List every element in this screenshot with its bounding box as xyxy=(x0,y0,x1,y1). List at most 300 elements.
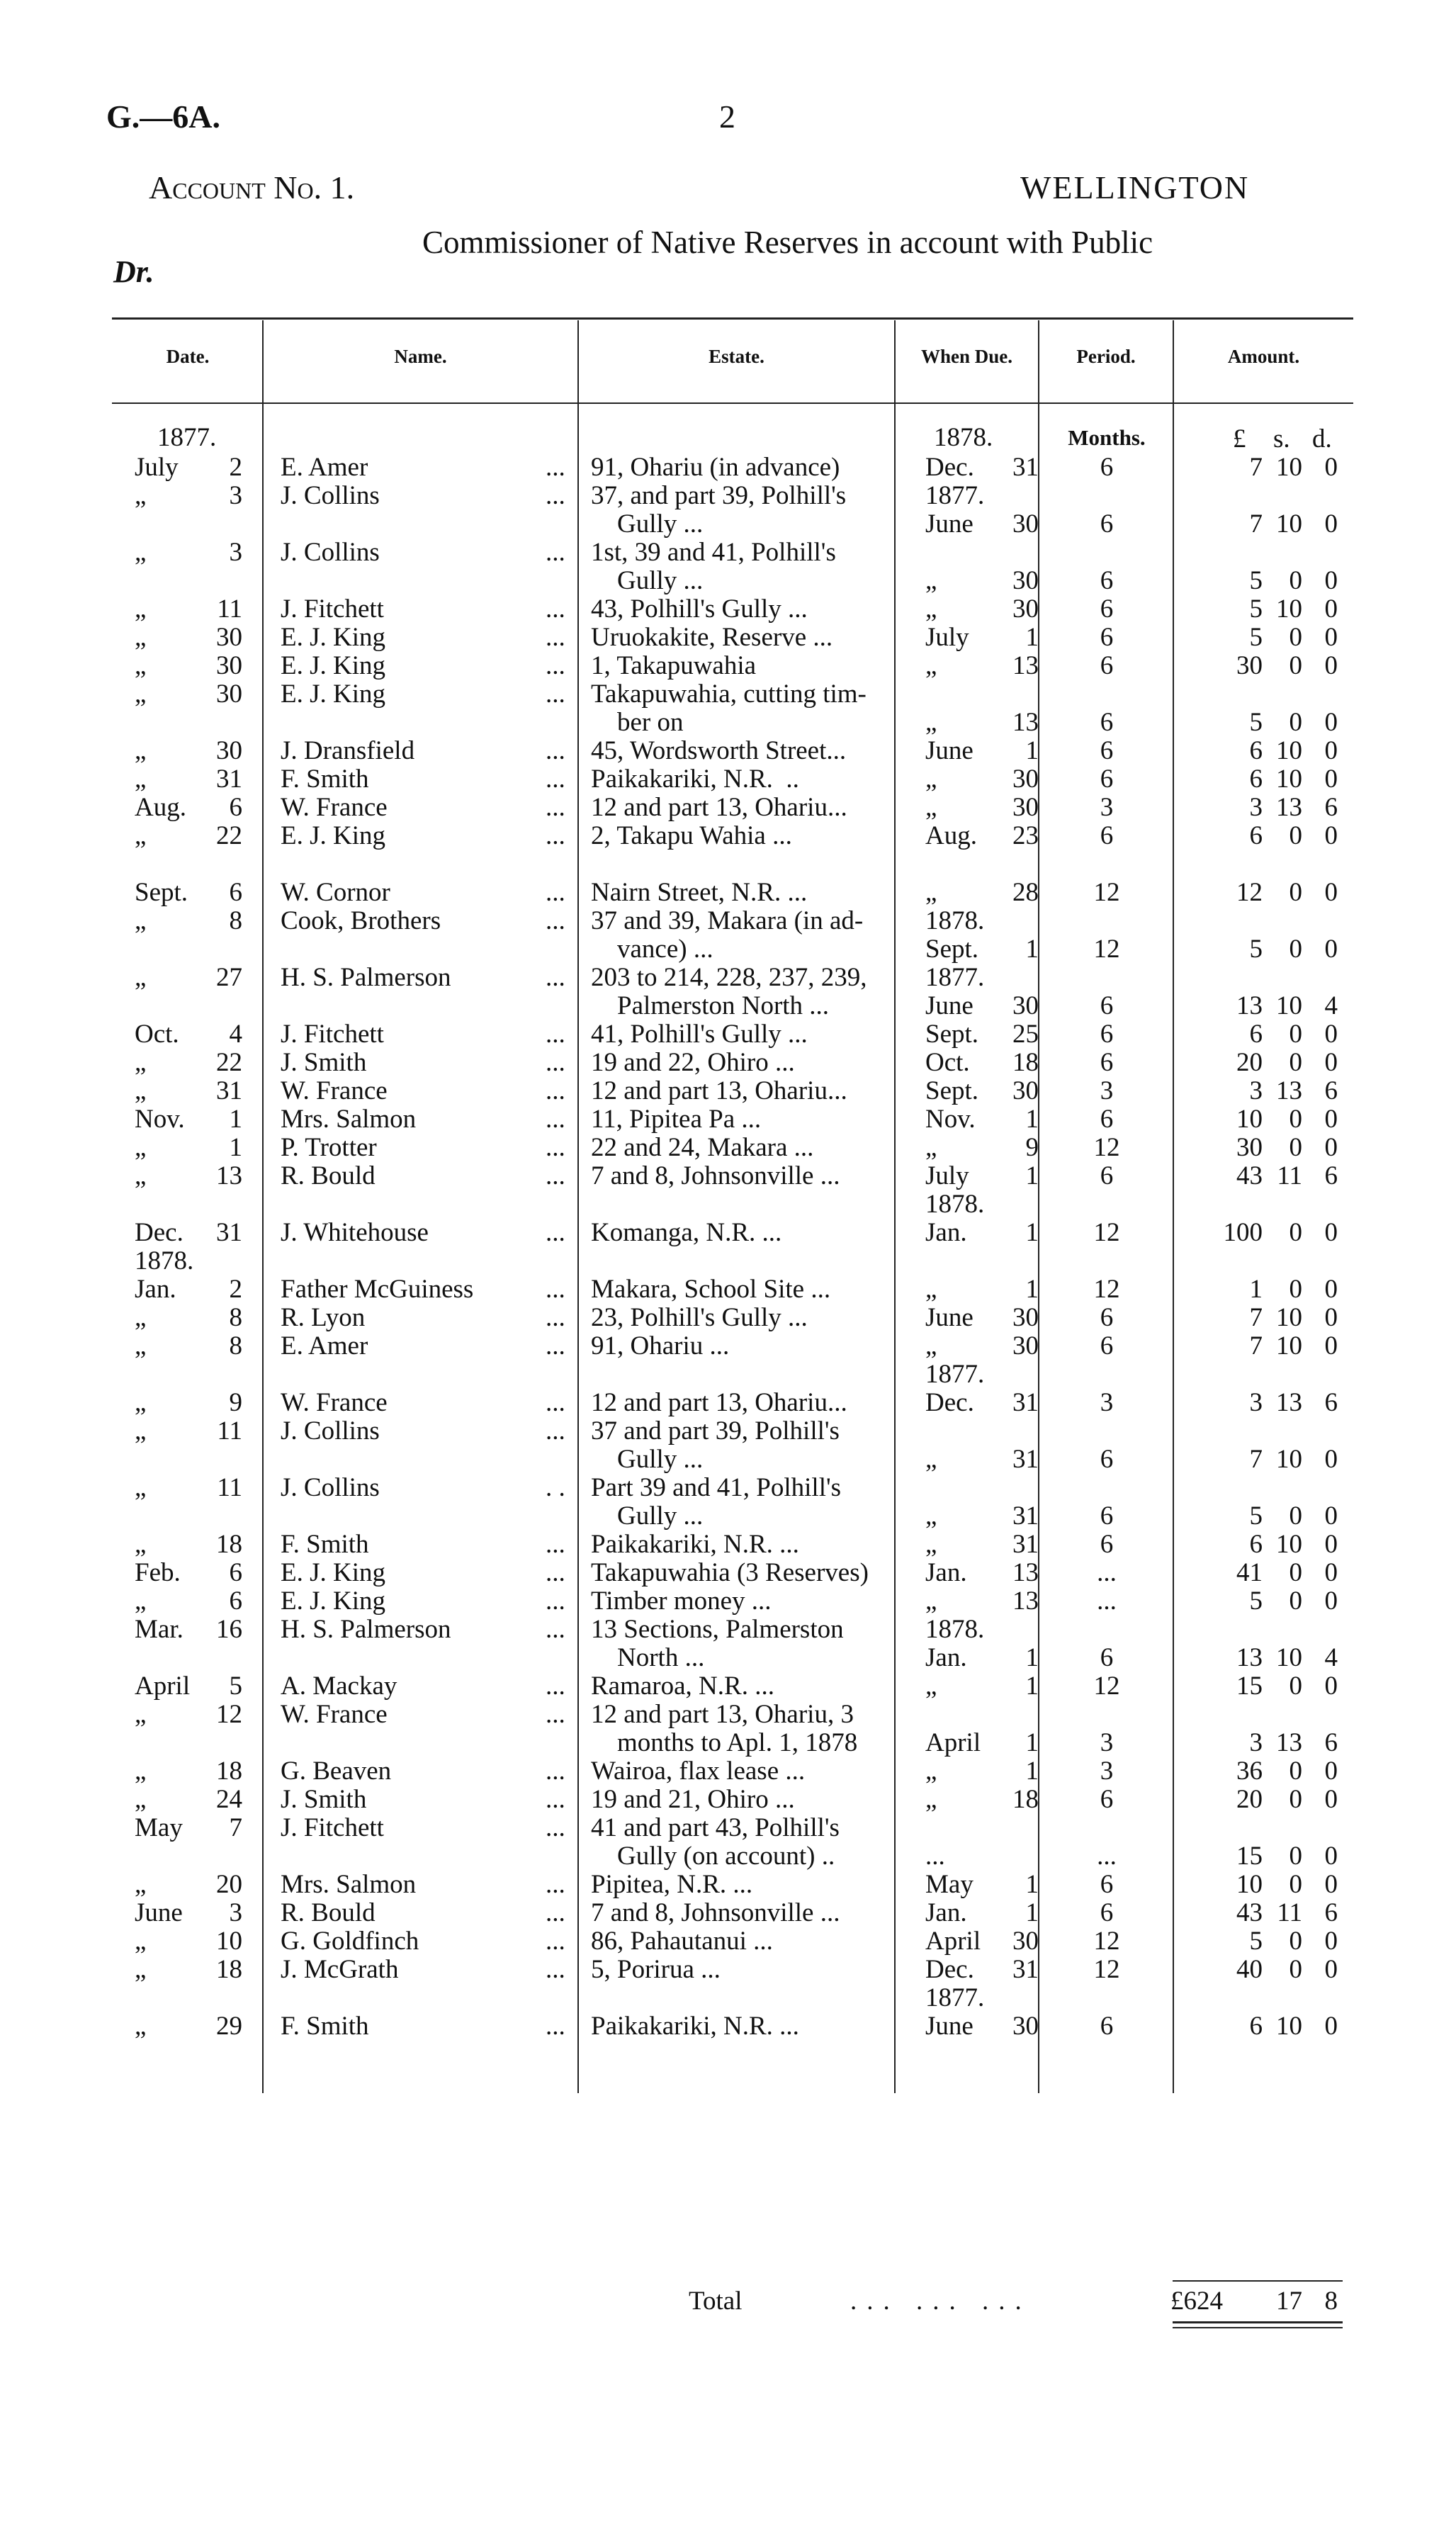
table-row xyxy=(0,1474,1456,1502)
period-months: 6 xyxy=(1100,1445,1114,1474)
amount-pence: 6 xyxy=(1324,1728,1338,1757)
table-row xyxy=(0,1304,1456,1332)
due-month: „ xyxy=(925,1331,937,1360)
date-day: 6 xyxy=(229,1587,242,1616)
amount-pounds: 7 xyxy=(1249,1331,1263,1360)
period-months: 6 xyxy=(1100,1048,1114,1077)
estate-description: 13 Sections, Palmerston xyxy=(591,1615,844,1644)
table-row xyxy=(0,1842,1456,1871)
due-day: 13 xyxy=(1012,708,1039,737)
due-day: 1 xyxy=(1025,935,1039,964)
table-row xyxy=(0,482,1456,510)
amount-pence: 0 xyxy=(1324,594,1338,624)
table-row xyxy=(0,1672,1456,1701)
due-day: 1 xyxy=(1025,1105,1039,1134)
table-row xyxy=(0,992,1456,1020)
period-months: 6 xyxy=(1100,1785,1114,1814)
leader-dots: ... xyxy=(546,1161,565,1190)
date-day: 10 xyxy=(216,1927,242,1956)
estate-description: vance) ... xyxy=(591,935,713,964)
estate-description: Pipitea, N.R. ... xyxy=(591,1870,753,1899)
debit-label: Dr. xyxy=(113,254,154,289)
payer-name: F. Smith xyxy=(281,2012,369,2041)
leader-dots: ... xyxy=(546,1813,565,1842)
amount-shillings: 0 xyxy=(1289,1501,1302,1531)
amount-shillings: 0 xyxy=(1289,1133,1302,1162)
amount-pounds: 3 xyxy=(1249,793,1263,822)
amount-pence: 0 xyxy=(1324,935,1338,964)
amount-pounds: 13 xyxy=(1236,1643,1263,1672)
due-month: „ xyxy=(925,566,937,595)
amount-pounds: 5 xyxy=(1249,566,1263,595)
due-day: 28 xyxy=(1012,878,1039,907)
table-row xyxy=(0,1020,1456,1049)
table-row xyxy=(0,624,1456,652)
payer-name: W. France xyxy=(281,793,388,822)
period-months: 6 xyxy=(1100,1303,1114,1332)
due-year-label: 1878. xyxy=(934,423,993,452)
table-row xyxy=(0,1814,1456,1842)
period-months: 12 xyxy=(1093,1672,1120,1701)
due-month: „ xyxy=(925,1275,937,1304)
period-months: 6 xyxy=(1100,765,1114,794)
account-heading: Commissioner of Native Reserves in account with Public xyxy=(422,225,1153,260)
amount-pence: 0 xyxy=(1324,1020,1338,1049)
payer-name: G. Goldfinch xyxy=(281,1927,419,1956)
period-months: 6 xyxy=(1100,509,1114,539)
table-row xyxy=(0,1899,1456,1927)
period-unit-label: Months. xyxy=(1068,425,1146,450)
page-number: 2 xyxy=(719,98,735,135)
leader-dots: ... xyxy=(546,594,565,624)
leader-dots: ... xyxy=(546,765,565,794)
due-day: 9 xyxy=(1025,1133,1039,1162)
payer-name: F. Smith xyxy=(281,765,369,794)
due-month: April xyxy=(925,1927,981,1956)
amount-pounds: 5 xyxy=(1249,708,1263,737)
due-month: Jan. xyxy=(925,1643,967,1672)
table-row xyxy=(0,1219,1456,1247)
date-month: Mar. xyxy=(135,1615,184,1644)
date-day: 29 xyxy=(216,2012,242,2041)
table-row xyxy=(0,822,1456,850)
due-day: 13 xyxy=(1012,1587,1039,1616)
due-day: 1 xyxy=(1025,1898,1039,1927)
period-months: 12 xyxy=(1093,1275,1120,1304)
leader-dots: ... xyxy=(546,481,565,510)
period-months: 6 xyxy=(1100,1105,1114,1134)
date-month: „ xyxy=(135,1416,147,1445)
payer-name: W. France xyxy=(281,1388,388,1417)
amount-pence: 0 xyxy=(1324,1303,1338,1332)
table-row xyxy=(0,1587,1456,1616)
table-row xyxy=(0,1701,1456,1729)
estate-description: 203 to 214, 228, 237, 239, xyxy=(591,963,867,992)
date-day: 11 xyxy=(217,594,242,624)
amount-pounds: 5 xyxy=(1249,935,1263,964)
period-months: ... xyxy=(1097,1558,1117,1587)
amount-pence: 0 xyxy=(1324,2012,1338,2041)
amount-pounds: 6 xyxy=(1249,765,1263,794)
amount-shillings: 10 xyxy=(1276,594,1302,624)
payer-name: Father McGuiness xyxy=(281,1275,474,1304)
date-month: „ xyxy=(135,651,147,680)
date-day: 13 xyxy=(216,1161,242,1190)
date-day: 6 xyxy=(229,878,242,907)
period-months: 6 xyxy=(1100,1161,1114,1190)
amount-shillings: 0 xyxy=(1289,821,1302,850)
amount-shillings: 0 xyxy=(1289,566,1302,595)
date-month: Aug. xyxy=(135,793,186,822)
date-month: Jan. xyxy=(135,1275,176,1304)
amount-shillings: 0 xyxy=(1289,1020,1302,1049)
payer-name: F. Smith xyxy=(281,1530,369,1559)
due-day: 18 xyxy=(1012,1048,1039,1077)
date-day: 16 xyxy=(216,1615,242,1644)
estate-description: 7 and 8, Johnsonville ... xyxy=(591,1898,840,1927)
table-row xyxy=(0,1644,1456,1672)
amount-pence: 0 xyxy=(1324,708,1338,737)
period-months: 6 xyxy=(1100,566,1114,595)
period-months: 6 xyxy=(1100,453,1114,482)
column-header-when-due: When Due. xyxy=(920,346,1012,367)
payer-name: J. Collins xyxy=(281,481,380,510)
amount-shillings: 13 xyxy=(1276,1076,1302,1105)
period-months: 6 xyxy=(1100,821,1114,850)
table-row xyxy=(0,1757,1456,1786)
leader-dots: ... xyxy=(546,1672,565,1701)
table-row xyxy=(0,1247,1456,1275)
payer-name: J. Whitehouse xyxy=(281,1218,429,1247)
estate-description: 11, Pipitea Pa ... xyxy=(591,1105,762,1134)
column-header-amount: Amount. xyxy=(1227,346,1300,367)
period-months: 12 xyxy=(1093,935,1120,964)
estate-description: 12 and part 13, Ohariu... xyxy=(591,793,847,822)
date-day: 30 xyxy=(216,736,242,765)
date-day: 30 xyxy=(216,680,242,709)
due-note: 1877. xyxy=(925,1983,985,2012)
leader-dots: ... xyxy=(546,1757,565,1786)
table-row xyxy=(0,1956,1456,1984)
estate-description: Gully ... xyxy=(591,1445,704,1474)
date-month: „ xyxy=(135,680,147,709)
leader-dots: ... xyxy=(546,680,565,709)
date-month: „ xyxy=(135,1076,147,1105)
due-day: 31 xyxy=(1012,1445,1039,1474)
date-month: „ xyxy=(135,1927,147,1956)
amount-pounds: 5 xyxy=(1249,1501,1263,1531)
amount-pence: 0 xyxy=(1324,1927,1338,1956)
estate-description: 41 and part 43, Polhill's xyxy=(591,1813,840,1842)
amount-pounds: 7 xyxy=(1249,1303,1263,1332)
estate-description: ber on xyxy=(591,708,684,737)
date-day: 6 xyxy=(229,1558,242,1587)
due-month: Dec. xyxy=(925,1388,974,1417)
leader-dots: ... xyxy=(546,651,565,680)
amount-pounds: 7 xyxy=(1249,509,1263,539)
estate-description: 1st, 39 and 41, Polhill's xyxy=(591,538,836,567)
due-month: Sept. xyxy=(925,1076,979,1105)
due-month: May xyxy=(925,1870,974,1899)
date-day: 30 xyxy=(216,651,242,680)
table-row xyxy=(0,1049,1456,1077)
estate-description: 41, Polhill's Gully ... xyxy=(591,1020,808,1049)
leader-dots: ... xyxy=(546,793,565,822)
shillings-label: s. xyxy=(1273,424,1290,453)
date-day: 18 xyxy=(216,1530,242,1559)
due-day: 1 xyxy=(1025,1870,1039,1899)
amount-pence: 6 xyxy=(1324,1076,1338,1105)
amount-shillings: 0 xyxy=(1289,1870,1302,1899)
due-day: 1 xyxy=(1025,1218,1039,1247)
period-months: 3 xyxy=(1100,793,1114,822)
estate-description: Takapuwahia, cutting tim- xyxy=(591,680,867,709)
date-day: 31 xyxy=(216,1218,242,1247)
period-months: 6 xyxy=(1100,991,1114,1020)
amount-pence: 4 xyxy=(1324,1643,1338,1672)
payer-name: E. J. King xyxy=(281,1587,385,1616)
due-month: Sept. xyxy=(925,1020,979,1049)
table-row xyxy=(0,595,1456,624)
amount-shillings: 0 xyxy=(1289,878,1302,907)
period-months: ... xyxy=(1097,1587,1117,1616)
due-day: 25 xyxy=(1012,1020,1039,1049)
date-month: „ xyxy=(135,1388,147,1417)
table-row xyxy=(0,510,1456,539)
date-month: „ xyxy=(135,594,147,624)
estate-description: 12 and part 13, Ohariu... xyxy=(591,1076,847,1105)
due-day: 1 xyxy=(1025,1275,1039,1304)
amount-shillings: 10 xyxy=(1276,991,1302,1020)
due-month: Oct. xyxy=(925,1048,970,1077)
table-row xyxy=(0,1190,1456,1219)
amount-pounds: 41 xyxy=(1236,1558,1263,1587)
amount-pounds: 43 xyxy=(1236,1161,1263,1190)
period-months: 3 xyxy=(1100,1388,1114,1417)
amount-pounds: 7 xyxy=(1249,1445,1263,1474)
amount-shillings: 13 xyxy=(1276,793,1302,822)
payer-name: J. McGrath xyxy=(281,1955,399,1984)
period-months: 6 xyxy=(1100,594,1114,624)
estate-description: Paikakariki, N.R. ... xyxy=(591,1530,799,1559)
estate-description: Makara, School Site ... xyxy=(591,1275,831,1304)
amount-pounds: 10 xyxy=(1236,1105,1263,1134)
leader-dots: ... xyxy=(546,1558,565,1587)
amount-pounds: 5 xyxy=(1249,594,1263,624)
amount-pounds: 12 xyxy=(1236,878,1263,907)
period-months: 12 xyxy=(1093,1218,1120,1247)
amount-pounds: 30 xyxy=(1236,1133,1263,1162)
table-row xyxy=(0,1502,1456,1531)
date-day: 31 xyxy=(216,1076,242,1105)
due-day: 31 xyxy=(1012,1388,1039,1417)
table-row xyxy=(0,1389,1456,1417)
due-month: June xyxy=(925,509,974,539)
due-day: 31 xyxy=(1012,453,1039,482)
due-day: 1 xyxy=(1025,1161,1039,1190)
amount-shillings: 0 xyxy=(1289,623,1302,652)
estate-description: 19 and 22, Ohiro ... xyxy=(591,1048,795,1077)
leader-dots: ... xyxy=(546,1870,565,1899)
due-month: „ xyxy=(925,765,937,794)
date-day: 2 xyxy=(229,1275,242,1304)
table-row xyxy=(0,1871,1456,1899)
amount-pence: 0 xyxy=(1324,1218,1338,1247)
table-row xyxy=(0,1134,1456,1162)
payer-name: W. Cornor xyxy=(281,878,390,907)
due-note: 1878. xyxy=(925,1615,985,1644)
column-header-period: Period. xyxy=(1076,346,1136,367)
estate-description: 37 and 39, Makara (in ad- xyxy=(591,906,864,935)
date-month: „ xyxy=(135,1870,147,1899)
date-month: Sept. xyxy=(135,878,188,907)
leader-dots: ... xyxy=(546,1105,565,1134)
date-month: „ xyxy=(135,1955,147,1984)
table-row xyxy=(0,964,1456,992)
due-day: 30 xyxy=(1012,509,1039,539)
table-row xyxy=(0,907,1456,935)
payer-name: E. J. King xyxy=(281,623,385,652)
estate-description: 37 and part 39, Polhill's xyxy=(591,1416,840,1445)
amount-pence: 4 xyxy=(1324,991,1338,1020)
period-months: 6 xyxy=(1100,1501,1114,1531)
payer-name: R. Lyon xyxy=(281,1303,366,1332)
due-month: „ xyxy=(925,1587,937,1616)
due-note: 1877. xyxy=(925,963,985,992)
date-day: 8 xyxy=(229,1303,242,1332)
estate-description: 22 and 24, Makara ... xyxy=(591,1133,814,1162)
date-day: 8 xyxy=(229,906,242,935)
date-month: Nov. xyxy=(135,1105,185,1134)
table-row xyxy=(0,1531,1456,1559)
leader-dots: ... xyxy=(546,878,565,907)
due-month: „ xyxy=(925,1530,937,1559)
due-month: Jan. xyxy=(925,1558,967,1587)
leader-dots: ... xyxy=(546,963,565,992)
due-month: „ xyxy=(925,1501,937,1531)
amount-shillings: 0 xyxy=(1289,1927,1302,1956)
amount-pounds: 6 xyxy=(1249,821,1263,850)
due-month: Dec. xyxy=(925,1955,974,1984)
leader-dots: ... xyxy=(546,1416,565,1445)
date-month: „ xyxy=(135,2012,147,2041)
column-header-name: Name. xyxy=(394,346,447,367)
amount-pence: 0 xyxy=(1324,736,1338,765)
leader-dots: ... xyxy=(546,623,565,652)
due-day: 30 xyxy=(1012,566,1039,595)
date-day: 20 xyxy=(216,1870,242,1899)
date-day: 22 xyxy=(216,821,242,850)
table-row xyxy=(0,1417,1456,1445)
date-month: „ xyxy=(135,481,147,510)
date-month: April xyxy=(135,1672,191,1701)
due-month: April xyxy=(925,1728,981,1757)
estate-description: 86, Pahautanui ... xyxy=(591,1927,773,1956)
estate-description: Komanga, N.R. ... xyxy=(591,1218,782,1247)
due-day: 30 xyxy=(1012,765,1039,794)
estate-description: Part 39 and 41, Polhill's xyxy=(591,1473,842,1502)
table-row xyxy=(0,1275,1456,1304)
leader-dots: ... xyxy=(546,1927,565,1956)
payer-name: E. J. King xyxy=(281,1558,385,1587)
amount-pounds: 5 xyxy=(1249,1927,1263,1956)
due-day: 30 xyxy=(1012,2012,1039,2041)
table-row xyxy=(0,1360,1456,1389)
payer-name: J. Collins xyxy=(281,1416,380,1445)
amount-pence: 6 xyxy=(1324,1898,1338,1927)
amount-pence: 0 xyxy=(1324,1048,1338,1077)
date-day: 6 xyxy=(229,793,242,822)
estate-description: 91, Ohariu (in advance) xyxy=(591,453,840,482)
payer-name: E. J. King xyxy=(281,651,385,680)
amount-pounds: 1 xyxy=(1249,1275,1263,1304)
leader-dots: . . xyxy=(546,1473,565,1502)
amount-pounds: 5 xyxy=(1249,623,1263,652)
amount-shillings: 0 xyxy=(1289,1785,1302,1814)
amount-shillings: 13 xyxy=(1276,1388,1302,1417)
due-day: 18 xyxy=(1012,1785,1039,1814)
amount-pence: 0 xyxy=(1324,1445,1338,1474)
period-months: 6 xyxy=(1100,1870,1114,1899)
period-months: 6 xyxy=(1100,708,1114,737)
table-row xyxy=(0,737,1456,765)
due-month: June xyxy=(925,2012,974,2041)
due-month: „ xyxy=(925,594,937,624)
due-day: 31 xyxy=(1012,1501,1039,1531)
date-day: 1 xyxy=(229,1105,242,1134)
leader-dots: ... xyxy=(546,1133,565,1162)
table-row xyxy=(0,1332,1456,1360)
due-day: 1 xyxy=(1025,1757,1039,1786)
amount-pence: 0 xyxy=(1324,1842,1338,1871)
amount-pence: 0 xyxy=(1324,1331,1338,1360)
estate-description: months to Apl. 1, 1878 xyxy=(591,1728,858,1757)
place-title: WELLINGTON xyxy=(1020,169,1250,205)
date-month: „ xyxy=(135,1757,147,1786)
payer-name: R. Bould xyxy=(281,1161,376,1190)
amount-pounds: 3 xyxy=(1249,1388,1263,1417)
amount-pence: 0 xyxy=(1324,1757,1338,1786)
total-shillings: 17 xyxy=(1276,2287,1302,2316)
due-day: 13 xyxy=(1012,1558,1039,1587)
date-month: 1878. xyxy=(135,1246,194,1275)
table-row xyxy=(0,1105,1456,1134)
total-pence: 8 xyxy=(1324,2287,1338,2316)
payer-name: Cook, Brothers xyxy=(281,906,441,935)
date-month: „ xyxy=(135,1587,147,1616)
amount-shillings: 0 xyxy=(1289,651,1302,680)
due-month: „ xyxy=(925,708,937,737)
date-month: June xyxy=(135,1898,183,1927)
estate-description: Paikakariki, N.R. ... xyxy=(591,2012,799,2041)
payer-name: J. Collins xyxy=(281,1473,380,1502)
due-month: „ xyxy=(925,1757,937,1786)
amount-shillings: 0 xyxy=(1289,1842,1302,1871)
amount-shillings: 0 xyxy=(1289,1048,1302,1077)
period-months: 6 xyxy=(1100,1530,1114,1559)
table-top-rule xyxy=(112,317,1353,320)
leader-dots: ... xyxy=(546,1955,565,1984)
period-months: ... xyxy=(1097,1842,1117,1871)
date-month: „ xyxy=(135,1785,147,1814)
date-day: 30 xyxy=(216,623,242,652)
period-months: 12 xyxy=(1093,1927,1120,1956)
payer-name: J. Smith xyxy=(281,1785,367,1814)
amount-pounds: 40 xyxy=(1236,1955,1263,1984)
table-header-rule xyxy=(112,402,1353,404)
payer-name: G. Beaven xyxy=(281,1757,392,1786)
table-row xyxy=(0,935,1456,964)
